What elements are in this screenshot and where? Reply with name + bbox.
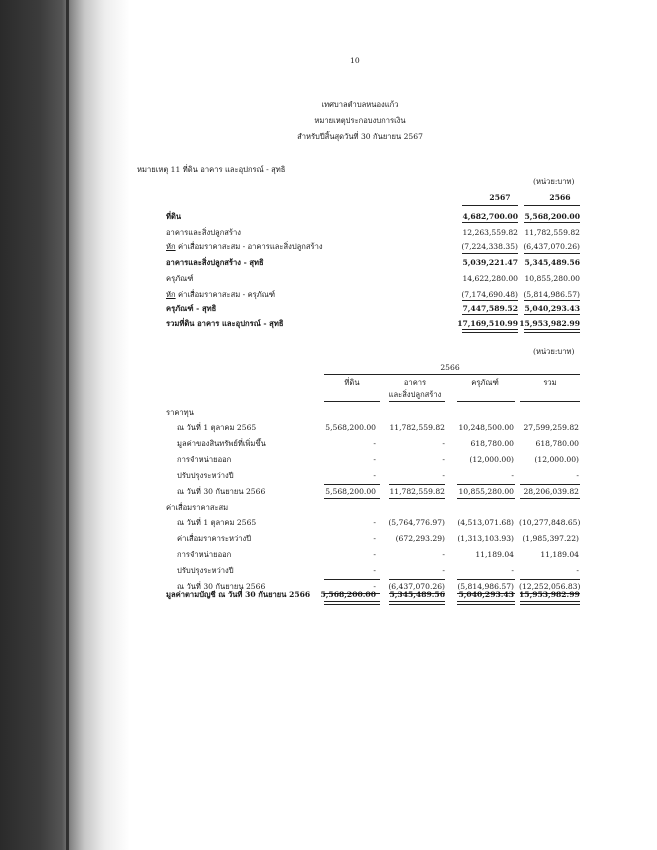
org-name: เทศบาลตำบลหนองแก้ว	[321, 100, 399, 109]
col-total: รวม	[543, 378, 557, 387]
summary-col-2567: 2567	[489, 193, 511, 202]
summary-value-2566: 10,855,280.00	[524, 274, 580, 283]
detail-land: -	[373, 582, 376, 591]
book-value-building: 5,345,489.56	[389, 590, 445, 599]
double-underline	[462, 329, 518, 333]
detail-land: -	[373, 550, 376, 559]
book-value-equipment: 5,040,293.43	[458, 590, 514, 599]
detail-unit: (หน่วย:บาท)	[533, 347, 575, 356]
detail-row-label: การจำหน่ายออก	[177, 455, 232, 464]
detail-row-label: การจำหน่ายออก	[177, 550, 232, 559]
detail-equipment: (4,513,071.68)	[457, 518, 514, 527]
detail-total: 11,189.04	[540, 550, 579, 559]
summary-value-2566: 15,953,982.99	[519, 319, 580, 328]
underline	[389, 579, 445, 580]
summary-value-2566: 5,040,293.43	[524, 304, 580, 313]
summary-label-text: รวมที่ดิน อาคาร และอุปกรณ์ - สุทธิ	[166, 319, 284, 328]
deduct-prefix: หัก	[166, 242, 176, 251]
underline	[324, 498, 380, 499]
summary-value-2566: 5,568,200.00	[524, 212, 580, 221]
cost-heading: ราคาทุน	[166, 408, 194, 417]
summary-row-label	[166, 228, 241, 238]
page-number: 10	[350, 56, 360, 65]
scan-shadow	[0, 0, 130, 850]
summary-row-label	[166, 242, 323, 252]
detail-building: (672,293.29)	[395, 534, 445, 543]
detail-land: -	[373, 534, 376, 543]
summary-value-2566: (5,814,986.57)	[523, 290, 580, 299]
detail-building: -	[442, 566, 445, 575]
detail-total: -	[576, 471, 579, 480]
detail-row-label: ปรับปรุงระหว่างปี	[177, 566, 234, 575]
summary-label-text: ค่าเสื่อมราคาสะสม - ครุภัณฑ์	[175, 290, 276, 299]
detail-building: (6,437,070.26)	[388, 582, 445, 591]
underline	[389, 484, 445, 485]
detail-row-label: ณ วันที่ 30 กันยายน 2566	[177, 487, 266, 496]
detail-equipment: 11,189.04	[475, 550, 514, 559]
detail-equipment: (5,814,986.57)	[457, 582, 514, 591]
detail-land: -	[373, 471, 376, 480]
detail-row-label: ณ วันที่ 30 กันยายน 2566	[177, 582, 266, 591]
summary-label-text: ครุภัณฑ์	[166, 274, 194, 283]
col-building-1: อาคาร	[403, 378, 427, 387]
detail-building: 11,782,559.82	[389, 487, 445, 496]
summary-value-2567: 12,263,559.82	[462, 228, 518, 237]
summary-value-2567: (7,224,338.35)	[461, 242, 518, 251]
book-value-total: 15,953,982.99	[519, 590, 580, 599]
summary-label-text: ที่ดิน	[166, 212, 182, 221]
underline	[324, 579, 380, 580]
col-equipment: ครุภัณฑ์	[471, 378, 499, 387]
detail-total: (10,277,848.65)	[519, 518, 581, 527]
detail-building: 11,782,559.82	[389, 423, 445, 432]
summary-col-2566: 2566	[549, 193, 571, 202]
underline	[524, 222, 580, 223]
detail-total: -	[576, 566, 579, 575]
detail-row-label: ณ วันที่ 1 ตุลาคม 2565	[177, 518, 257, 527]
detail-equipment: -	[511, 471, 514, 480]
detail-total: (12,000.00)	[534, 455, 579, 464]
detail-building: -	[442, 455, 445, 464]
statement-period: สำหรับปีสิ้นสุดวันที่ 30 กันยายน 2567	[297, 132, 423, 141]
detail-equipment: -	[511, 566, 514, 575]
underline	[457, 498, 515, 499]
detail-equipment: (12,000.00)	[469, 455, 514, 464]
underline	[520, 498, 580, 499]
underline	[324, 484, 380, 485]
detail-land: -	[373, 439, 376, 448]
detail-land: -	[373, 455, 376, 464]
summary-label-text: อาคารและสิ่งปลูกสร้าง	[166, 228, 241, 237]
detail-total: 28,206,039.82	[523, 487, 579, 496]
underline	[389, 498, 445, 499]
summary-row-label	[166, 274, 194, 284]
deduct-prefix: หัก	[166, 290, 176, 299]
depreciation-heading: ค่าเสื่อมราคาสะสม	[166, 503, 229, 512]
underline	[462, 300, 518, 301]
underline	[457, 579, 515, 580]
book-value-land: 5,568,200.00	[320, 590, 376, 599]
underline	[524, 300, 580, 301]
underline	[462, 253, 518, 254]
summary-value-2567: 14,622,280.00	[462, 274, 518, 283]
detail-year: 2566	[440, 363, 460, 372]
detail-building: -	[442, 471, 445, 480]
book-value-label: มูลค่าตามบัญชี ณ วันที่ 30 กันยายน 2566	[166, 590, 311, 599]
double-underline	[524, 329, 580, 333]
underline	[462, 314, 518, 315]
summary-row-label	[166, 304, 216, 314]
detail-land: -	[373, 518, 376, 527]
detail-row-label: มูลค่าของสินทรัพย์ที่เพิ่มขึ้น	[177, 439, 266, 448]
summary-value-2567: 17,169,510.99	[457, 319, 518, 328]
detail-building: -	[442, 439, 445, 448]
detail-row-label: ปรับปรุงระหว่างปี	[177, 471, 234, 480]
summary-value-2567: 5,039,221.47	[462, 258, 518, 267]
detail-building: -	[442, 550, 445, 559]
summary-unit: (หน่วย:บาท)	[533, 177, 575, 186]
summary-label-text: อาคารและสิ่งปลูกสร้าง - สุทธิ	[166, 258, 264, 267]
underline	[457, 484, 515, 485]
statement-title: หมายเหตุประกอบงบการเงิน	[314, 116, 406, 125]
underline	[520, 484, 580, 485]
summary-value-2566: 11,782,559.82	[524, 228, 580, 237]
underline	[524, 314, 580, 315]
detail-equipment: 10,248,500.00	[458, 423, 514, 432]
summary-label-text: ค่าเสื่อมราคาสะสม - อาคารและสิ่งปลูกสร้าง	[175, 242, 323, 251]
summary-value-2567: 7,447,589.52	[462, 304, 518, 313]
detail-row-label: ณ วันที่ 1 ตุลาคม 2565	[177, 423, 257, 432]
summary-label-text: ครุภัณฑ์ - สุทธิ	[166, 304, 217, 313]
summary-value-2567: 4,682,700.00	[462, 212, 518, 221]
col-building-2: และสิ่งปลูกสร้าง	[388, 390, 442, 399]
col-land: ที่ดิน	[344, 378, 360, 387]
summary-row-label	[166, 212, 181, 222]
detail-equipment: (1,313,103.93)	[457, 534, 514, 543]
detail-land: 5,568,200.00	[325, 487, 376, 496]
detail-building: (5,764,776.97)	[388, 518, 445, 527]
summary-row-label	[166, 319, 283, 329]
detail-land: -	[373, 566, 376, 575]
underline	[520, 579, 580, 580]
summary-value-2566: 5,345,489.56	[524, 258, 580, 267]
underline	[462, 222, 518, 223]
summary-value-2567: (7,174,690.48)	[461, 290, 518, 299]
detail-land: 5,568,200.00	[325, 423, 376, 432]
detail-equipment: 10,855,280.00	[458, 487, 514, 496]
detail-total: (1,985,397.22)	[522, 534, 579, 543]
underline	[524, 253, 580, 254]
summary-value-2566: (6,437,070.26)	[523, 242, 580, 251]
summary-row-label	[166, 290, 275, 300]
summary-row-label	[166, 258, 264, 268]
detail-row-label: ค่าเสื่อมราคาระหว่างปี	[177, 534, 252, 543]
detail-equipment: 618,780.00	[470, 439, 514, 448]
scan-binding-line	[66, 0, 69, 850]
detail-total: 27,599,259.82	[523, 423, 579, 432]
detail-total: (12,252,056.83)	[519, 582, 581, 591]
detail-total: 618,780.00	[535, 439, 579, 448]
note-title: หมายเหตุ 11 ที่ดิน อาคาร และอุปกรณ์ - สุทธิ	[137, 165, 286, 174]
